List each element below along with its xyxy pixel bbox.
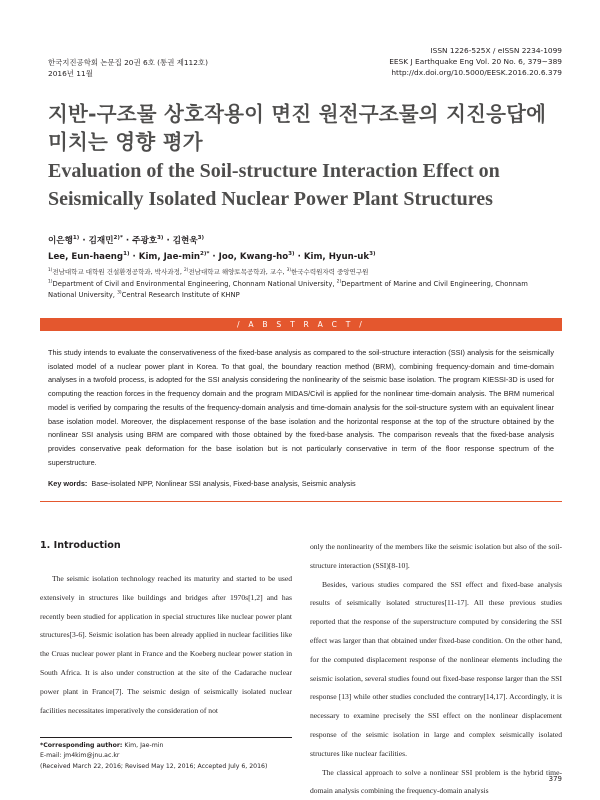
affiliation-mark: 1) (48, 279, 53, 285)
corresponding-label: *Corresponding author: (40, 742, 123, 749)
author-name: Joo, Kwang-ho (218, 252, 289, 262)
paper-title-korean: 지반-구조물 상호작용이 면진 원전구조물의 지진응답에 미치는 영향 평가 (48, 102, 547, 154)
author-list-english (48, 252, 376, 262)
footnote (40, 741, 300, 772)
journal-name: 한국지진공학회 논문집 20권 6호 (통권 제112호) (48, 58, 208, 67)
intro-paragraph: The classical approach to solve a nonlinear SSI problem is the hybrid time-domain analysis combining the frequency-domain analysis (310, 767, 562, 796)
abstract-heading: / A B S T R A C T / (237, 320, 365, 329)
affiliation-mark: 2) (184, 266, 189, 272)
affiliation: Central Research Institute of KHNP (121, 291, 240, 299)
intro-paragraph: only the nonlinearity of the members like the seismic isolation but also of the soil-structure interaction (SSI)[8-10]. (310, 542, 562, 570)
affiliation-mark: 3) (117, 290, 122, 296)
issue-date: 2016년 11월 (48, 69, 93, 78)
author-separator: · (166, 236, 170, 246)
author-affiliation-mark: 2)* (200, 251, 210, 258)
author-separator: · (297, 252, 301, 262)
affiliation-mark: 1) (48, 266, 53, 272)
affiliation: Department of Civil and Environmental Engineering, Chonnam National University, (52, 280, 337, 288)
author-affiliation-mark: 2)* (113, 235, 123, 242)
affiliation-mark: 3) (286, 266, 291, 272)
abstract-text: This study intends to evaluate the conservativeness of the fixed-base analysis as compared to the soil-structure interaction (SSI) analysis for the seismically isolated model of a nuclear power plant in Korea. To that goal, the boundary reaction method (BRM), combining frequency-domain and time-domain analyses in a twofold process, is adopted for the SSI analysis considering the nonlinearity of the seismic base isolation. The program KIESSI-3D is used for computing the reaction forces in the frequency domain and the program MIDAS/Civil is applied for the nonlinear time-domain analysis. The BRM numerical model is verified by comparing the results of the frequency-domain analysis and time-domain analysis for the soil-structure system with an equivalent linear base isolation model. Moreover, the displacement response of the base isolation and the horizontal response at the top of the structure obtained by the nonlinear SSI analysis using BRM are compared with those obtained by the fixed-base analysis. The comparison reveals that the fixed-base analysis provides conservative peak deformation for the base isolation but is not particularly conservative in term of the floor response spectrum of the superstructure. (48, 348, 554, 467)
author-name: 이은행 (48, 236, 73, 246)
issn: ISSN 1226-525X / eISSN 2234-1099 (430, 46, 562, 55)
journal-header-right (389, 45, 562, 78)
author-affiliation-mark: 1) (72, 235, 80, 242)
page-number: 379 (548, 775, 562, 783)
paper-title-english: Evaluation of the Soil-structure Interaction Effect on Seismically Isolated Nuclear Power Plant Structures (48, 160, 500, 210)
citation: EESK J Earthquake Eng Vol. 20 No. 6, 379~389 (389, 57, 562, 66)
author-name: 주광호 (132, 236, 158, 246)
received-dates: (Received March 22, 2016; Revised May 12, 2016; Accepted July 6, 2016) (40, 762, 268, 770)
author-affiliation-mark: 3) (197, 235, 205, 242)
section-heading-introduction: 1. Introduction (40, 540, 121, 551)
author-name: Lee, Eun-haeng (48, 252, 124, 262)
keywords-list: Base-isolated NPP, Nonlinear SSI analysis, Fixed-base analysis, Seismic analysis (91, 479, 356, 488)
author-list-korean (48, 234, 204, 246)
author-separator: · (125, 236, 130, 246)
author-separator: · (132, 252, 136, 262)
intro-right-column (310, 538, 562, 800)
author-affiliation-mark: 1) (123, 251, 130, 258)
author-affiliation-mark: 3) (369, 251, 376, 258)
intro-paragraph: Besides, various studies compared the SSI effect and fixed-base analysis results of seismically isolated structures[11-17]. All these previous studies reported that the response of the superstructure computed by considering the SSI effect was larger than that obtained under fixed-base condition. On the other hand, for the computed displacement response of the nonlinear elements including the seismic isolation, several studies found out fixed-base response larger than the SSI response [13] while other studies concluded the contrary[14,17]. Accordingly, it is necessary to examine precisely the SSI effect on the nonlinear displacement response of the seismic isolation in large and complex seismically isolated structures like nuclear facilities. (310, 579, 562, 758)
footnote-rule (40, 737, 292, 738)
affiliation: 전남대학교 대학원 건설환경공학과, 박사과정, (52, 268, 185, 276)
corresponding-name: Kim, Jae-min (122, 742, 164, 749)
doi-link[interactable]: http://dx.doi.org/10.5000/EESK.2016.20.6.379 (391, 68, 562, 77)
journal-header-left (48, 57, 208, 79)
author-name: 김재민 (88, 236, 114, 246)
keywords-label: Key words: (48, 479, 88, 488)
intro-left-column: The seismic isolation technology reached its maturity and started to be used extensively in structures like buildings and bridges after 1970s[1,2] and has recently been studied for application in special structures like nuclear power plant structures[3-6]. Seismic isolation has been already applied in nuclear facilities like the Cruas nuclear power plant in France and the Koeberg nuclear power station in South Africa. It is also under construction at the site of the Cadarache nuclear power plant in France[7]. The seismic design of seismically isolated nuclear facilities necessitates imperatively the consideration of not (40, 574, 292, 715)
abstract-divider (40, 501, 562, 502)
affiliations-korean (48, 267, 368, 276)
affiliation: 한국수력원자력 중앙연구원 (290, 268, 369, 276)
affiliation: Department of Marine and Civil Engineering, Chonnam National University, (48, 280, 528, 299)
corresponding-author (40, 741, 300, 751)
author-affiliation-mark: 3) (288, 251, 295, 258)
corresponding-email[interactable]: E-mail: jm4kim@jnu.ac.kr (40, 752, 120, 760)
author-name: Kim, Jae-min (138, 252, 201, 262)
author-name: 김현욱 (172, 236, 198, 246)
author-separator: · (212, 252, 216, 262)
author-affiliation-mark: 3) (157, 235, 164, 242)
affiliation: 전남대학교 해양토목공학과, 교수, (188, 268, 287, 276)
author-name: Kim, Hyun-uk (303, 252, 370, 262)
affiliation-mark: 2) (336, 279, 342, 285)
keywords (48, 478, 554, 489)
abstract-heading-bar (40, 318, 562, 331)
author-separator: · (82, 236, 86, 246)
affiliations-english (48, 279, 558, 301)
